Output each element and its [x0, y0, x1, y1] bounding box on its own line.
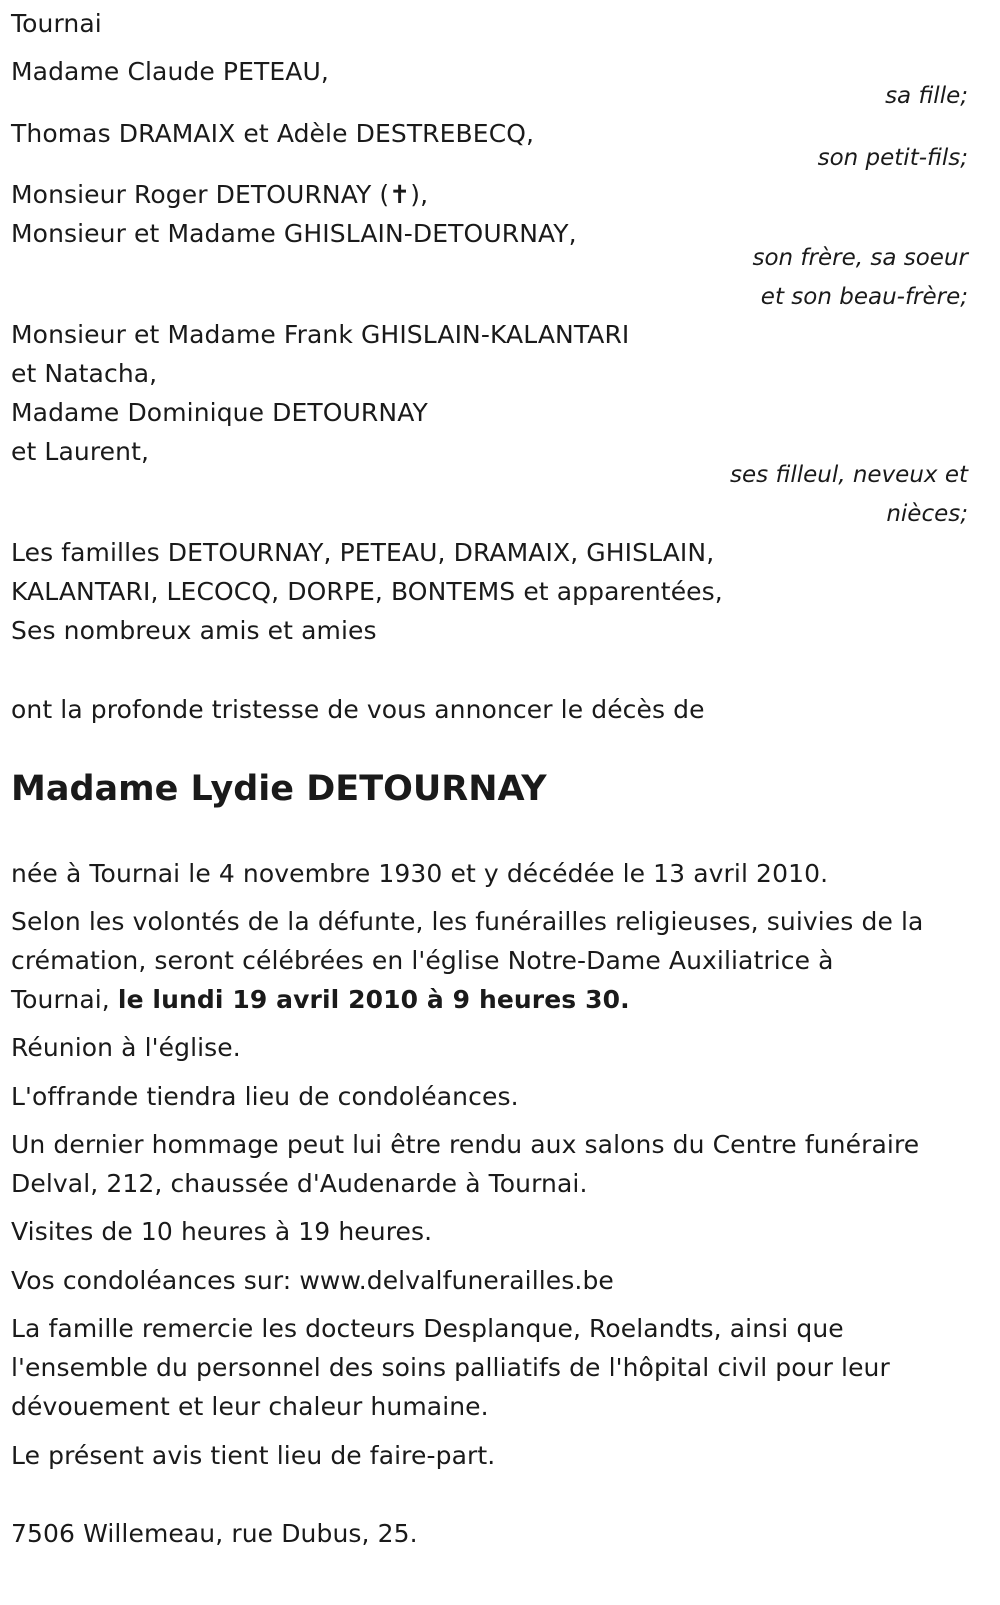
- funeral-date-time: le lundi 19 avril 2010 à 9 heures 30.: [117, 985, 630, 1014]
- daughter-relation: sa fille;: [885, 83, 968, 109]
- thanks-line-1: La famille remercie les docteurs Desplanque, Roelandts, ainsi que: [11, 1314, 844, 1343]
- notice-line: Le présent avis tient lieu de faire-part.: [11, 1441, 496, 1470]
- city-header: Tournai: [11, 9, 102, 38]
- thanks-line-2: l'ensemble du personnel des soins palliatifs de l'hôpital civil pour leur: [11, 1353, 890, 1382]
- offering-line: L'offrande tiendra lieu de condoléances.: [11, 1082, 519, 1111]
- families-line-1: Les familles DETOURNAY, PETEAU, DRAMAIX, GHISLAIN,: [11, 538, 715, 567]
- godchild-line-4: et Laurent,: [11, 437, 150, 466]
- sibling-line-2: Monsieur et Madame GHISLAIN-DETOURNAY,: [11, 219, 577, 248]
- address-line: 7506 Willemeau, rue Dubus, 25.: [11, 1519, 418, 1548]
- thanks-line-3: dévouement et leur chaleur humaine.: [11, 1392, 489, 1421]
- birth-death-line: née à Tournai le 4 novembre 1930 et y décédée le 13 avril 2010.: [11, 859, 829, 888]
- daughter-name: Madame Claude PETEAU,: [11, 57, 329, 86]
- sibling-relation-1: son frère, sa soeur: [752, 245, 968, 271]
- funeral-line-3: [11, 985, 630, 1015]
- godchild-line-3: Madame Dominique DETOURNAY: [11, 398, 428, 427]
- funeral-line-1: Selon les volontés de la défunte, les funérailles religieuses, suivies de la: [11, 907, 924, 936]
- announcement: ont la profonde tristesse de vous annoncer le décès de: [11, 695, 705, 724]
- condolences-line: Vos condoléances sur: www.delvalfunerailles.be: [11, 1266, 614, 1295]
- grandson-name: Thomas DRAMAIX et Adèle DESTREBECQ,: [11, 119, 535, 148]
- godchild-relation-2: nièces;: [886, 501, 968, 527]
- families-line-2: KALANTARI, LECOCQ, DORPE, BONTEMS et apparentées,: [11, 577, 723, 606]
- sibling-relation-2: et son beau-frère;: [760, 284, 968, 310]
- tribute-line-2: Delval, 212, chaussée d'Audenarde à Tournai.: [11, 1169, 588, 1198]
- grandson-relation: son petit-fils;: [817, 145, 968, 171]
- reunion-line: Réunion à l'église.: [11, 1033, 241, 1062]
- godchild-line-1: Monsieur et Madame Frank GHISLAIN-KALANTARI: [11, 320, 630, 349]
- visits-line: Visites de 10 heures à 19 heures.: [11, 1217, 433, 1246]
- sibling-line-1: Monsieur Roger DETOURNAY (✝),: [11, 180, 429, 209]
- godchild-line-2: et Natacha,: [11, 359, 158, 388]
- funeral-line-3-prefix: Tournai,: [11, 985, 118, 1014]
- funeral-line-2: crémation, seront célébrées en l'église Notre-Dame Auxiliatrice à: [11, 946, 834, 975]
- families-line-3: Ses nombreux amis et amies: [11, 616, 377, 645]
- godchild-relation-1: ses filleul, neveux et: [730, 462, 968, 488]
- deceased-name: Madame Lydie DETOURNAY: [11, 769, 547, 809]
- tribute-line-1: Un dernier hommage peut lui être rendu aux salons du Centre funéraire: [11, 1130, 920, 1159]
